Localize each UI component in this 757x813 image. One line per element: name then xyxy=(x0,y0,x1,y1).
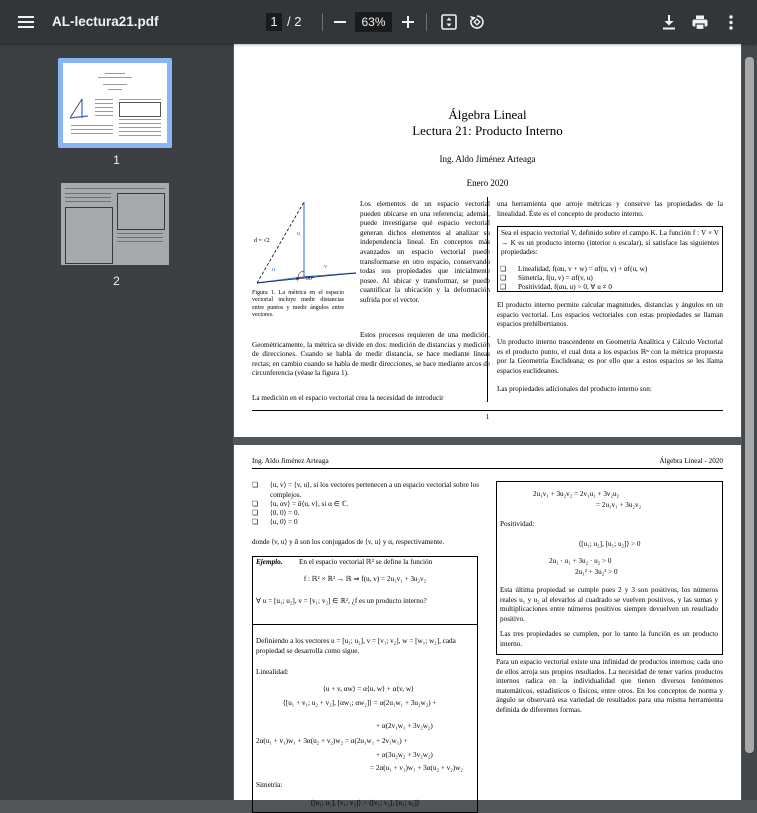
conjugate-note: donde ⟨v, u⟩ y ᾱ son los conjugados de ⟨v, u⟩ y α, respectivamente. xyxy=(252,538,445,546)
pdf-page-2 xyxy=(234,445,741,807)
paragraph-tool: una herramienta que arroje métricas y conserve las propiedades de la linealidad. Éste es el concepto de producto interno. xyxy=(497,200,723,218)
doc-author: Ing. Aldo Jiménez Arteaga xyxy=(439,154,536,164)
doc-subtitle: Lectura 21: Producto Interno xyxy=(412,123,563,138)
menu-icon[interactable] xyxy=(15,11,37,33)
bullet-conjugate-symmetry: ⟨u, v⟩ = ⟨v, u⟩, si los vectores pertenecen a un espacio vectorial sobre los complejos. xyxy=(270,481,480,499)
positivity-eq-1: ⟨[u₁; u₂], [u₁; u₂]⟩ > 0 xyxy=(578,540,641,548)
fig-label-angle: φ = 90° xyxy=(296,276,315,282)
thumbnail-sidebar xyxy=(0,43,233,800)
download-icon[interactable] xyxy=(658,11,680,33)
intro-paragraph: Los elementos de un espacio vectorial pueden ubicarse en una referencia; además, puede investigarse qué espacio vectorial generan dichos elementos al analizar su independencia lineal. En conceptos más avanzados un espacio vectorial puede transformarse en otro espacio, conservando todas sus propiedades que inicialmente posee. Al ubicar y transformar, se puede cuantificar la ubicación y la deformación sufrida por el vector. xyxy=(360,200,490,304)
document-title: AL-lectura21.pdf xyxy=(52,14,159,29)
scrollbar-thumb[interactable] xyxy=(745,57,754,753)
thumbnail-label-1: 1 xyxy=(113,153,120,167)
bullet-u-zero: ⟨u, 0⟩ = 0 xyxy=(270,518,298,526)
positivity-label: Positividad: xyxy=(500,520,535,528)
pdf-toolbar xyxy=(0,0,757,43)
pdf-page-1 xyxy=(234,44,741,437)
example-divider xyxy=(253,624,477,625)
checkbox-icon: ❏ xyxy=(500,265,507,273)
doc-title: Álgebra Lineal xyxy=(448,107,527,122)
checkbox-icon: ❏ xyxy=(252,518,259,526)
toolbar-divider xyxy=(322,13,323,31)
paragraph-dot-product: Un producto interno trascendente en Geometría Analítica y Cálculo Vectorial es el producto punto, el cual dota a los espacios ℝⁿ con la métrica propuesta por la Geometría Euclideana; es por ello que a estos espacios se les llama espacios euclideanos. xyxy=(497,338,723,375)
example-function: f : ℝ² × ℝ² → ℝ ⇒ f(u, v) = 2u₁v₁ + 3u₂v₂ xyxy=(303,575,427,583)
example-vector-definition: Definiendo a los vectores u = [u₁; u₂], v = [v₁; v₂], w = [w₁; w₂], cada propiedad se desarrolla como sigue. xyxy=(256,637,456,655)
paragraph-inner-products: Para un espacio vectorial existe una infinidad de productos internos; cada uno de ellos arroja sus propios resultados. La necesidad de tener varios productos internos radica en la individualidad que tienen diversos fenómenos matemáticos, estadísticos o físicos, entre otros. En los conceptos de norma y ángulo se observará esa variedad de resultados para una misma herramienta definida de diferentes formas. xyxy=(496,658,723,714)
more-vert-icon[interactable] xyxy=(720,11,742,33)
symmetry-label: Simetría: xyxy=(256,781,283,789)
property-positivity: Positividad, f(αu, u) > 0, ∀ u ≠ 0 xyxy=(518,283,612,291)
page-header-right: Álgebra Lineal - 2020 xyxy=(659,457,723,465)
example-question: ∀ u = [u₁; u₂], v = [v₁; v₂] ∈ ℝ², ¿f es un producto interno? xyxy=(256,597,427,605)
checkbox-icon: ❏ xyxy=(252,509,259,517)
paragraph-metric-need: La medición en el espacio vectorial crea la necesidad de introducir xyxy=(252,394,444,402)
zoom-in-icon[interactable] xyxy=(397,11,419,33)
page-header-left: Ing. Aldo Jiménez Arteaga xyxy=(252,457,329,465)
linearity-eq-6: = 2α(u₁ + v₁)w₁ + 3α(u₂ + v₂)w₂ xyxy=(370,764,463,772)
linearity-eq-5: + α(3u₂w₂ + 3v₂w₂) xyxy=(376,751,433,759)
bullet-zero: ⟨0, 0⟩ = 0. xyxy=(270,509,300,517)
definition-box xyxy=(497,226,723,292)
linearity-eq-2: ⟨[u₁ + v₁; u₂ + v₂], [αw₁; αw₂]⟩ = α(2u₁w₁ + 3u₂w₂) + xyxy=(283,699,437,707)
example-box xyxy=(252,556,478,813)
thumbnail-page-1[interactable] xyxy=(58,58,172,148)
paragraph-measurement: Estos procesos requieren de una medición. Geométricamente, la métrica se divide en dos: medición de distancias y medición de direcciones. Cuando se habla de medir distancia, se hace mediante líneas rectas; en cambio cuando se habla de medir direcciones, se hace mediante arcos de circunferencia (véase la figura 1). xyxy=(252,331,490,378)
paragraph-prehilbert: El producto interno permite calcular magnitudes, distancias y ángulos en un espacio vectorial. Los espacios vectoriales con estas propiedades se llaman espacios prehilbertianos. xyxy=(497,301,723,329)
zoom-out-icon[interactable] xyxy=(329,11,351,33)
symmetry-eq: ⟨[u₁; u₂], [v₁; v₂]⟩ = ⟨[v₁; v₂], [u₁; u₂]⟩ xyxy=(310,799,420,807)
checkbox-icon: ❏ xyxy=(252,500,259,508)
checkbox-icon: ❏ xyxy=(500,274,507,282)
fig-label-u: u xyxy=(272,267,275,273)
toolbar-divider xyxy=(426,13,427,31)
doc-date: Enero 2020 xyxy=(466,178,509,188)
property-symmetry: Simetría, f(u, v) = αf(v, u) xyxy=(518,274,593,282)
print-icon[interactable] xyxy=(689,11,711,33)
example-intro: En el espacio vectorial ℝ² se define la función xyxy=(299,558,433,566)
symmetry-result-eq-2: = 2u₁v₁ + 3u₂v₂ xyxy=(596,501,642,509)
fig-label-u-vertical: u xyxy=(297,231,300,237)
column-rule xyxy=(487,197,488,402)
footer-rule xyxy=(252,410,723,411)
example-title: Ejemplo. xyxy=(256,558,283,566)
header-rule xyxy=(252,468,723,469)
rotate-icon[interactable] xyxy=(466,11,488,33)
linearity-eq-4: 2α(u₁ + v₁)w₁ + 3α(u₂ + v₂)w₂ = α(2u₁w₁ + 2v₁w₁) + xyxy=(256,737,408,745)
symmetry-result-eq-1: 2u₁v₁ + 3u₂v₂ = 2v₁u₁ + 3v₂u₂ xyxy=(533,490,620,498)
positivity-note: Esta última propiedad se cumple pues 2 y 3 son positivos, los números reales u₁ y u₂ al elevarlos al cuadrado se vuelven positivos, y las sumas y multiplicaciones entre números positivos siempre devuelven un resultado positivo. xyxy=(500,586,718,623)
example-continuation-box xyxy=(496,481,723,655)
property-linearity: Linealidad, f(αu, v + w) = αf(u, v) + αf(u, w) xyxy=(518,265,648,273)
checkbox-icon: ❏ xyxy=(500,283,507,291)
thumbnail-image xyxy=(63,63,167,143)
positivity-eq-2: 2u₁ · u₁ + 3u₂ · u₂ > 0 xyxy=(549,557,612,565)
paragraph-additional: Las propiedades adicionales del producto interno son: xyxy=(497,385,652,393)
linearity-label: Linealidad: xyxy=(256,668,289,676)
page-number: 1 xyxy=(485,413,490,421)
conclusion: Las tres propiedades se cumplen, por lo tanto la función es un producto interno. xyxy=(500,630,718,648)
figure-caption: Figura 1. La métrica en el espacio vectorial incluye medir distancias entre puntos y medir ángulos entre vectores. xyxy=(252,290,344,318)
page-number-input[interactable]: 1 xyxy=(266,13,282,31)
linearity-eq-1: ⟨u + v, αw⟩ = α⟨u, w⟩ + α⟨v, w⟩ xyxy=(323,685,414,693)
fig-label-d: d = √2 xyxy=(254,238,270,244)
fit-page-icon[interactable] xyxy=(438,11,460,33)
zoom-input[interactable]: 63% xyxy=(355,12,392,32)
definition-text: Sea el espacio vectorial V, definido sobre el campo K. La función f : V × V → K es un producto interno (interior o escalar), si satisface las siguientes propiedades: xyxy=(501,229,719,257)
thumbnail-label-2: 2 xyxy=(113,274,120,288)
checkbox-icon: ❏ xyxy=(252,481,259,489)
linearity-eq-3: + α(2v₁w₁ + 3v₂w₂) xyxy=(376,722,433,730)
fig-label-v: v xyxy=(324,264,327,270)
positivity-eq-3: 2u₁² + 3u₂² > 0 xyxy=(575,568,618,576)
page-count: / 2 xyxy=(287,14,302,29)
thumbnail-page-2[interactable] xyxy=(61,183,169,265)
bullet-scalar: ⟨u, αv⟩ = ᾱ⟨u, v⟩, si α ∈ ℂ. xyxy=(270,500,349,508)
